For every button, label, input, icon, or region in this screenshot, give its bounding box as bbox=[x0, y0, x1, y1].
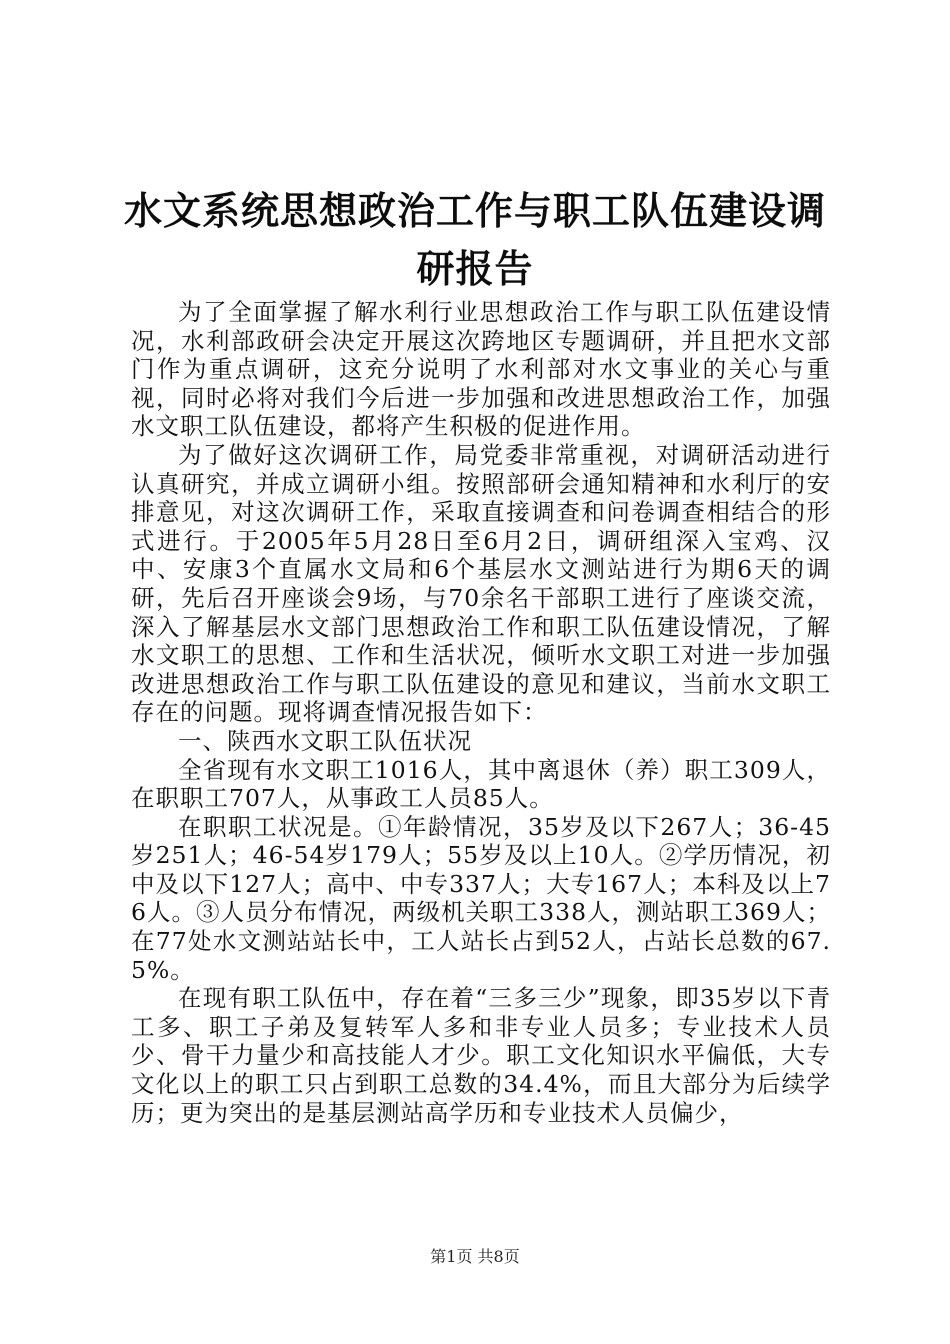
paragraph-staff-total: 全省现有水文职工1016人，其中离退休（养）职工309人，在职职工707人，从事政工人员85人。 bbox=[131, 755, 831, 813]
paragraph-intro: 为了全面掌握了解水利行业思想政治工作与职工队伍建设情况，水利部政研会决定开展这次跨地区专题调研，并且把水文部门作为重点调研，这充分说明了水利部对水文事业的关心与重视，同时必将对我们今后进一步加强和改进思想政治工作，加强水文职工队伍建设，都将产生积极的促进作用。 bbox=[131, 298, 831, 441]
document-body bbox=[131, 298, 831, 1127]
page-footer: 第1页 共8页 bbox=[430, 1247, 520, 1266]
section-heading: 一、陕西水文职工队伍状况 bbox=[178, 726, 472, 755]
paragraph-staff-issues: 在现有职工队伍中，存在着“三多三少”现象，即35岁以下青工多、职工子弟及复转军人多和非专业人员多；专业技术人员少、骨干力量少和高技能人才少。职工文化知识水平偏低，大专文化以上的职工只占到职工总数的34.4%，而且大部分为后续学历；更为突出的是基层测站高学历和专业技术人员偏少， bbox=[131, 984, 831, 1127]
paragraph-method: 为了做好这次调研工作，局党委非常重视，对调研活动进行认真研究，并成立调研小组。按照部研会通知精神和水利厅的安排意见，对这次调研工作，采取直接调查和问卷调查相结合的形式进行。于2005年5月28日至6月2日，调研组深入宝鸡、汉中、安康3个直属水文局和6个基层水文测站进行为期6天的调研，先后召开座谈会9场，与70余名干部职工进行了座谈交流，深入了解基层水文部门思想政治工作和职工队伍建设情况，了解水文职工的思想、工作和生活状况，倾听水文职工对进一步加强改进思想政治工作与职工队伍建设的意见和建议，当前水文职工存在的问题。现将调查情况报告如下： bbox=[131, 440, 831, 727]
document-title: 水文系统思想政治工作与职工队伍建设调研报告 bbox=[123, 188, 826, 291]
paragraph-staff-details: 在职职工状况是。①年龄情况，35岁及以下267人；36-45岁251人；46-54岁179人；55岁及以上10人。②学历情况，初中及以下127人；高中、中专337人；大专167人；本科及以上76人。③人员分布情况，两级机关职工338人，测站职工369人；在77处水文测站站长中，工人站长占到52人，占站长总数的67.5%。 bbox=[131, 812, 831, 984]
